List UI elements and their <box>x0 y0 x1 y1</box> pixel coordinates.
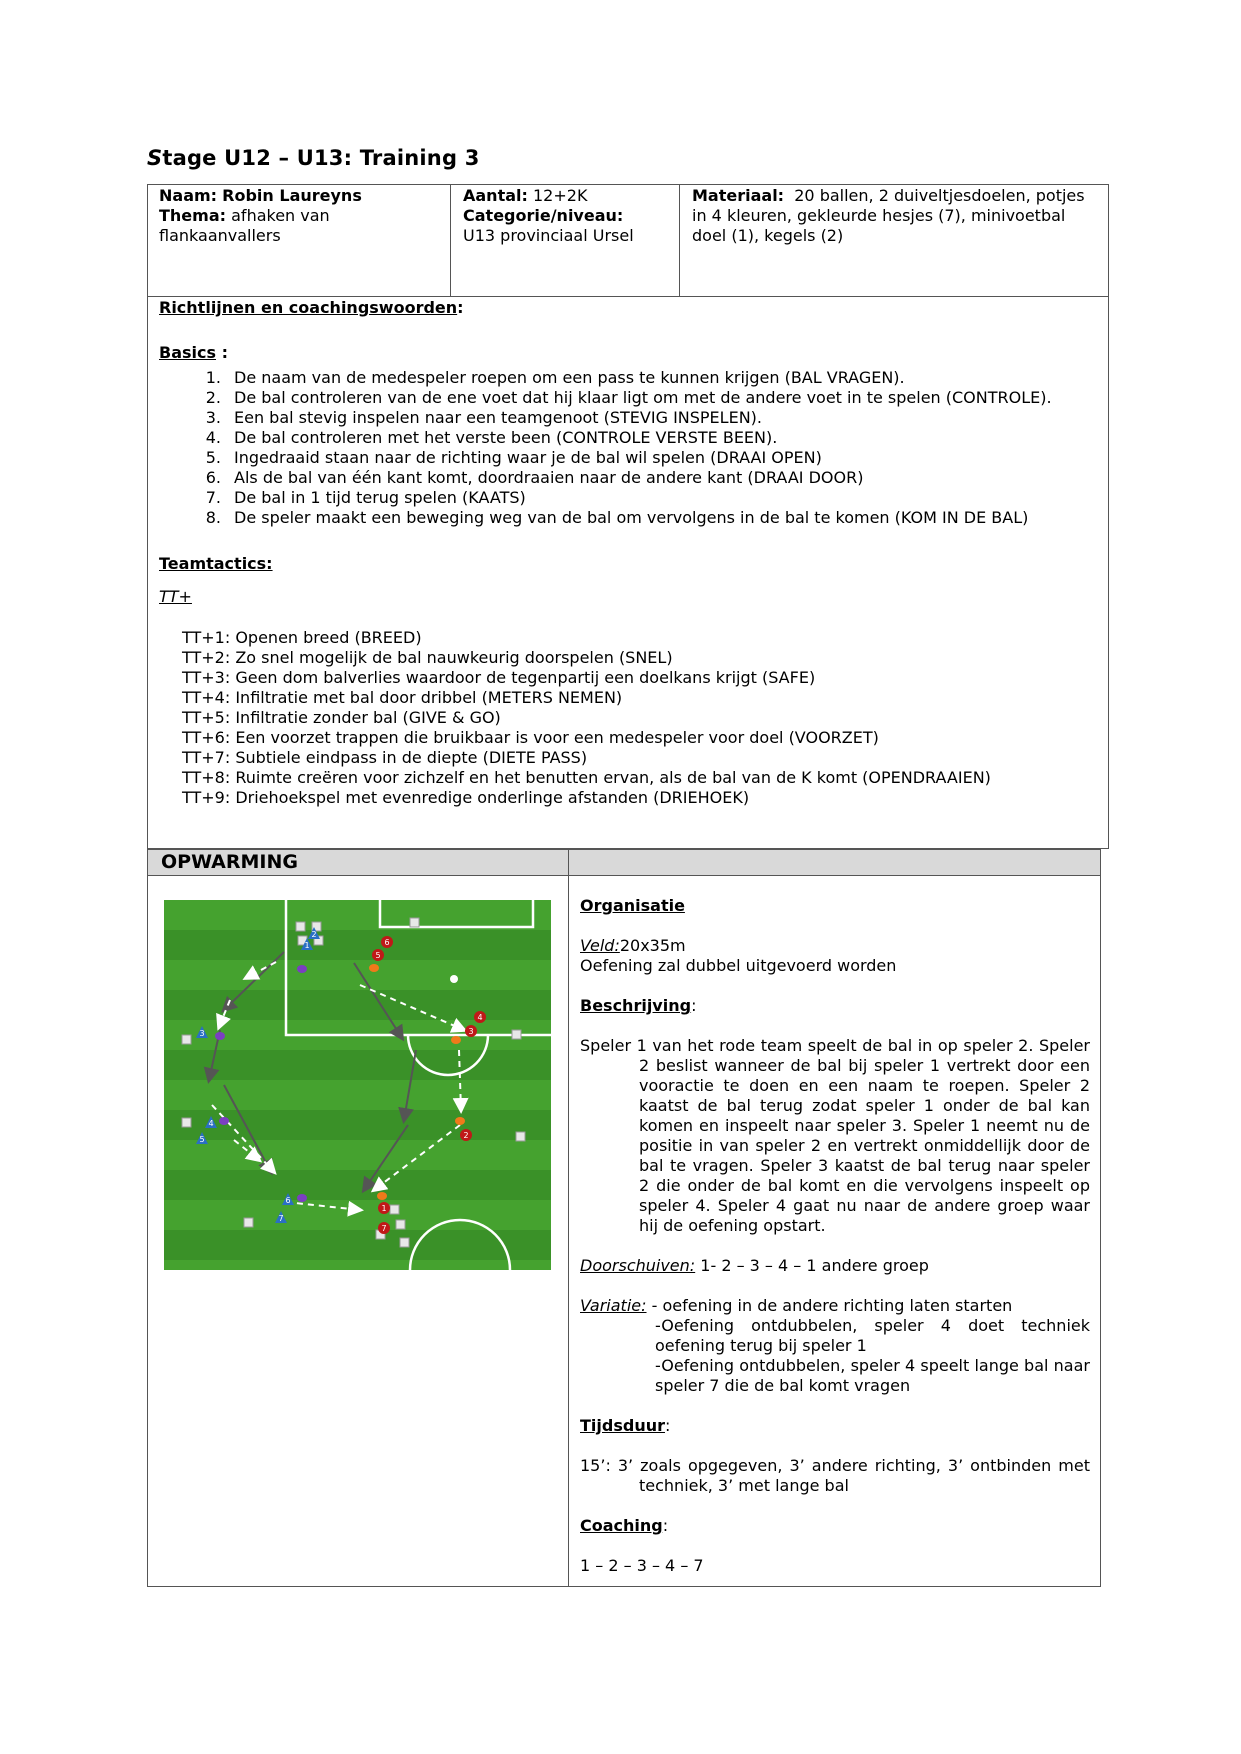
red-player-icon <box>474 1011 486 1023</box>
materiaal-cell <box>692 186 1092 246</box>
basics-heading: Basics : <box>159 343 228 362</box>
guidelines-heading: Richtlijnen en coachingswoorden: <box>159 298 464 317</box>
svg-text:7: 7 <box>381 1224 387 1233</box>
thema-value: afhaken van flankaanvallers <box>159 206 330 245</box>
list-item: 4. De bal controleren met het verste been (CONTROLE VERSTE BEEN). <box>205 428 778 447</box>
veld-note: Oefening zal dubbel uitgevoerd worden <box>580 956 897 975</box>
tijdsduur-text: 15’: 3’ zoals opgegeven, 3’ andere richting, 3’ ontbinden met techniek, 3’ met lange bal <box>580 1456 1090 1495</box>
variatie-item: -Oefening ontdubbelen, speler 4 doet techniek oefening terug bij speler 1 <box>655 1316 1090 1355</box>
list-item: 2. De bal controleren van de ene voet dat hij klaar ligt om met de andere voet in te spelen (CONTROLE). <box>205 388 1052 407</box>
doorschuiven-line: Doorschuiven: 1- 2 – 3 – 4 – 1 andere groep <box>580 1256 929 1275</box>
list-item: TT+9: Driehoekspel met evenredige onderlinge afstanden (DRIEHOEK) <box>182 788 750 807</box>
variatie-item: -Oefening ontdubbelen, speler 4 speelt lange bal naar speler 7 die de bal komt vragen <box>655 1356 1090 1395</box>
list-item: 3. Een bal stevig inspelen naar een teamgenoot (STEVIG INSPELEN). <box>205 408 762 427</box>
naam-label: Naam: <box>159 186 218 205</box>
list-item: TT+7: Subtiele eindpass in de diepte (DIETE PASS) <box>182 748 588 767</box>
svg-text:1: 1 <box>381 1204 387 1213</box>
categorie-label: Categorie/niveau: <box>463 206 624 225</box>
warmup-header-divider <box>147 875 1101 876</box>
svg-text:2: 2 <box>311 930 317 939</box>
variatie-line: Variatie: - oefening in de andere richting laten starten <box>580 1296 1013 1315</box>
red-player-icon <box>378 1222 390 1234</box>
red-player-icon <box>460 1129 472 1141</box>
aantal-label: Aantal: <box>463 186 528 205</box>
svg-text:3: 3 <box>199 1029 205 1038</box>
list-item: 7. De bal in 1 tijd terug spelen (KAATS) <box>205 488 526 507</box>
list-item: TT+2: Zo snel mogelijk de bal nauwkeurig doorspelen (SNEL) <box>182 648 673 667</box>
list-item: 1. De naam van de medespeler roepen om een pass te kunnen krijgen (BAL VRAGEN). <box>205 368 905 387</box>
organisatie-heading: Organisatie <box>580 896 685 915</box>
beschrijving-heading: Beschrijving: <box>580 996 697 1015</box>
list-item: 8. De speler maakt een beweging weg van de bal om vervolgens in de bal te komen (KOM IN DE BAL) <box>205 508 1029 527</box>
teamtactics-list <box>182 628 991 808</box>
red-player-icon <box>465 1025 477 1037</box>
svg-text:4: 4 <box>477 1013 483 1022</box>
warmup-description <box>580 896 1090 1576</box>
list-item: 6. Als de bal van één kant komt, doordraaien naar de andere kant (DRAAI DOOR) <box>205 468 864 487</box>
ball-icon <box>450 975 458 983</box>
warmup-column-divider <box>568 849 569 1587</box>
red-player-icon <box>378 1202 390 1214</box>
naam-thema-cell <box>159 186 439 246</box>
svg-text:3: 3 <box>468 1027 474 1036</box>
basics-list <box>159 368 1052 528</box>
svg-text:6: 6 <box>384 938 390 947</box>
thema-label: Thema: <box>159 206 227 225</box>
beschrijving-text: Speler 1 van het rode team speelt de bal in op speler 2. Speler 2 beslist wanneer de bal bij speler 1 vertrekt door een vooractie te doen en een naam te roepen. Speler 2 kaatst de bal terug zodat speler 1 onder de bal kan komen en inspeelt naar speler 3. Speler 1 neemt nu de positie in van speler 2 en vertrekt onmiddellijk door de bal te vragen. Speler 3 kaatst de bal terug naar speler 2 die onder de bal komt en die vervolgens inspeelt op speler 4. Speler 4 gaat nu naar de andere groep waar hij de oefening opstart. <box>580 1036 1090 1235</box>
warmup-title: OPWARMING <box>161 851 298 873</box>
aantal-categorie-cell <box>463 186 673 246</box>
exercise-diagram <box>164 900 551 1270</box>
teamtactics-heading: Teamtactics: <box>159 554 273 573</box>
red-player-icon <box>372 949 384 961</box>
document-title: Stage U12 – U13: Training 3 <box>147 146 480 170</box>
list-item: TT+6: Een voorzet trappen die bruikbaar is voor een medespeler voor doel (VOORZET) <box>182 728 879 747</box>
tt-plus-subheading: TT+ <box>159 587 192 606</box>
svg-text:5: 5 <box>199 1135 205 1144</box>
aantal-value: 12+2K <box>533 186 588 205</box>
materiaal-value: 20 ballen, 2 duiveltjesdoelen, potjes in 4 kleuren, gekleurde hesjes (7), minivoetbal doel (1), kegels (2) <box>692 186 1085 245</box>
coaching-heading: Coaching: <box>580 1516 669 1535</box>
header-divider-1 <box>450 184 451 297</box>
svg-text:2: 2 <box>463 1131 469 1140</box>
header-divider-2 <box>679 184 680 297</box>
red-player-icon <box>381 936 393 948</box>
tijdsduur-heading: Tijdsduur: <box>580 1416 671 1435</box>
svg-text:7: 7 <box>278 1214 284 1223</box>
veld-line: Veld:20x35m <box>580 936 686 955</box>
list-item: TT+8: Ruimte creëren voor zichzelf en het benutten ervan, als de bal van de K komt (OPENDRAAIEN) <box>182 768 991 787</box>
svg-text:6: 6 <box>285 1196 291 1205</box>
grass-field <box>164 900 551 1270</box>
list-item: TT+1: Openen breed (BREED) <box>182 628 422 647</box>
categorie-value: U13 provinciaal Ursel <box>463 226 634 245</box>
svg-text:4: 4 <box>208 1119 214 1128</box>
naam-value: Robin Laureyns <box>222 186 362 205</box>
materiaal-label: Materiaal: <box>692 186 785 205</box>
list-item: 5. Ingedraaid staan naar de richting waar je de bal wil spelen (DRAAI OPEN) <box>205 448 822 467</box>
coaching-text: 1 – 2 – 3 – 4 – 7 <box>580 1556 704 1575</box>
list-item: TT+4: Infiltratie met bal door dribbel (METERS NEMEN) <box>182 688 623 707</box>
svg-text:5: 5 <box>375 951 381 960</box>
list-item: TT+5: Infiltratie zonder bal (GIVE & GO) <box>182 708 501 727</box>
list-item: TT+3: Geen dom balverlies waardoor de tegenpartij een doelkans krijgt (SAFE) <box>182 668 816 687</box>
svg-text:1: 1 <box>304 941 310 950</box>
